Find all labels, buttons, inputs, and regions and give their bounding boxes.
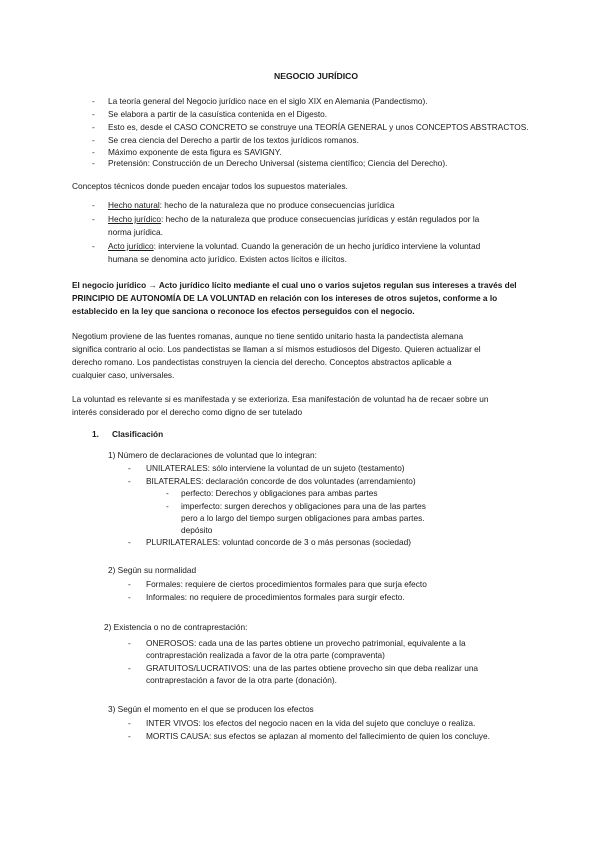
concept-term: Acto jurídico: [108, 241, 154, 251]
bullet-dash: -: [92, 200, 95, 210]
bullet-dash: -: [92, 122, 95, 132]
concept-term: Hecho natural: [108, 200, 160, 210]
bullet-dash: -: [92, 147, 95, 157]
class-subitem-cont: depósito: [181, 525, 213, 535]
bullet-dash: -: [128, 463, 131, 473]
bullet-dash: -: [92, 241, 95, 251]
concept-definition-cont: norma jurídica.: [108, 227, 163, 237]
group-title: 2) Según su normalidad: [108, 565, 197, 575]
class-item: ONEROSOS: cada una de las partes obtiene un provecho patrimonial, equivalente a la: [146, 638, 466, 648]
class-item: Informales: no requiere de procedimientos formales para surgir efecto.: [146, 592, 405, 602]
class-item: GRATUITOS/LUCRATIVOS: una de las partes obtiene provecho sin que deba realizar una: [146, 663, 479, 673]
class-item: UNILATERALES: sólo interviene la voluntad de un sujeto (testamento): [146, 463, 405, 473]
bullet-dash: -: [92, 135, 95, 145]
bullet-dash: -: [128, 638, 131, 648]
group-title: 3) Según el momento en el que se producen los efectos: [108, 704, 314, 714]
concept-definition-cont: humana se denomina acto jurídico. Existen actos lícitos e ilícitos.: [108, 254, 347, 264]
class-item: MORTIS CAUSA: sus efectos se aplazan al momento del fallecimiento de quien los concluye.: [146, 731, 490, 741]
bullet-dash: -: [92, 96, 95, 106]
concepts-intro: Conceptos técnicos donde pueden encajar todos los supuestos materiales.: [72, 181, 348, 191]
bullet-dash: -: [128, 718, 131, 728]
concept-definition: : interviene la voluntad. Cuando la generación de un hecho jurídico interviene la voluntad: [153, 241, 481, 251]
class-item-cont: contraprestación a favor de la otra parte (donación).: [146, 675, 337, 685]
bullet-dash: -: [128, 537, 131, 547]
bullet-dash: -: [128, 663, 131, 673]
bullet-dash: -: [128, 476, 131, 486]
intro-bullet: Se elabora a partir de la casuística contenida en el Digesto.: [108, 109, 328, 119]
bullet-dash: -: [128, 592, 131, 602]
concept-acto-juridico: [108, 241, 480, 252]
bullet-dash: -: [166, 488, 169, 498]
class-subitem-cont: pero a lo largo del tiempo surgen obligaciones para ambas partes.: [181, 513, 425, 523]
intro-bullet: Pretensión: Construcción de un Derecho Universal (sistema científico; Ciencia del Derecho).: [108, 158, 448, 168]
bullet-dash: -: [128, 731, 131, 741]
section-heading: Clasificación: [112, 429, 164, 439]
class-item: BILATERALES: declaración concorde de dos voluntades (arrendamiento): [146, 476, 416, 486]
concept-term: Hecho jurídico: [108, 214, 162, 224]
intro-bullet: La teoría general del Negocio jurídico nace en el siglo XIX en Alemania (Pandectismo).: [108, 96, 428, 106]
bullet-dash: -: [92, 109, 95, 119]
class-subitem: perfecto: Derechos y obligaciones para ambas partes: [181, 488, 378, 498]
concept-hecho-natural: [108, 200, 394, 211]
bullet-dash: -: [128, 579, 131, 589]
intro-bullet: Se crea ciencia del Derecho a partir de los textos jurídicos romanos.: [108, 135, 359, 145]
negotium-line: derecho romano. Los pandectistas construyen la ciencia del derecho. Conceptos abstractos aplicable a: [72, 357, 452, 367]
concept-definition: : hecho de la naturaleza que produce consecuencias jurídicas y están regulados por la: [161, 214, 480, 224]
bullet-dash: -: [166, 501, 169, 511]
definition-line: establecido en la ley que sanciona o reconoce los efectos perseguidos con el negocio.: [72, 306, 415, 316]
concept-hecho-juridico: [108, 214, 479, 225]
voluntad-line: interés considerado por el derecho como digno de ser tutelado: [72, 407, 303, 417]
definition-line: PRINCIPIO DE AUTONOMÍA DE LA VOLUNTAD en relación con los intereses de otros sujetos, conforme a lo: [72, 293, 498, 303]
group-title: 1) Número de declaraciones de voluntad que lo integran:: [108, 450, 317, 460]
negotium-line: cualquier caso, universales.: [72, 370, 175, 380]
class-item: PLURILATERALES: voluntad concorde de 3 o más personas (sociedad): [146, 537, 412, 547]
negotium-line: Negotium proviene de las fuentes romanas, aunque no tiene sentido unitario hasta la pandectista alemana: [72, 331, 464, 341]
document-title: NEGOCIO JURÍDICO: [274, 71, 359, 81]
class-item: INTER VIVOS: los efectos del negocio nacen en la vida del sujeto que concluye o realiza.: [146, 718, 476, 728]
group-title: 2) Existencia o no de contraprestación:: [104, 622, 248, 632]
class-item-cont: contraprestación realizada a favor de la otra parte (compraventa): [146, 650, 385, 660]
class-subitem: imperfecto: surgen derechos y obligaciones para una de las partes: [181, 501, 426, 511]
bullet-dash: -: [92, 214, 95, 224]
bullet-dash: -: [92, 158, 95, 168]
intro-bullet: Esto es, desde el CASO CONCRETO se construye una TEORÍA GENERAL y unos CONCEPTOS ABSTRACTOS.: [108, 122, 529, 132]
intro-bullet: Máximo exponente de esta figura es SAVIGNY.: [108, 147, 282, 157]
definition-line: El negocio jurídico → Acto jurídico lícito mediante el cual uno o varios sujetos regulan sus intereses a través del: [72, 280, 517, 290]
voluntad-line: La voluntad es relevante si es manifestada y se exterioriza. Esa manifestación de voluntad ha de recaer sobre un: [72, 394, 489, 404]
negotium-line: significa contrario al ocio. Los pandectistas se llaman a sí mismos estudiosos del Digesto. Quieren actualizar el: [72, 344, 481, 354]
concept-definition: : hecho de la naturaleza que no produce consecuencias jurídica: [159, 200, 395, 210]
section-number: 1.: [92, 429, 99, 439]
class-item: Formales: requiere de ciertos procedimientos formales para que surja efecto: [146, 579, 427, 589]
